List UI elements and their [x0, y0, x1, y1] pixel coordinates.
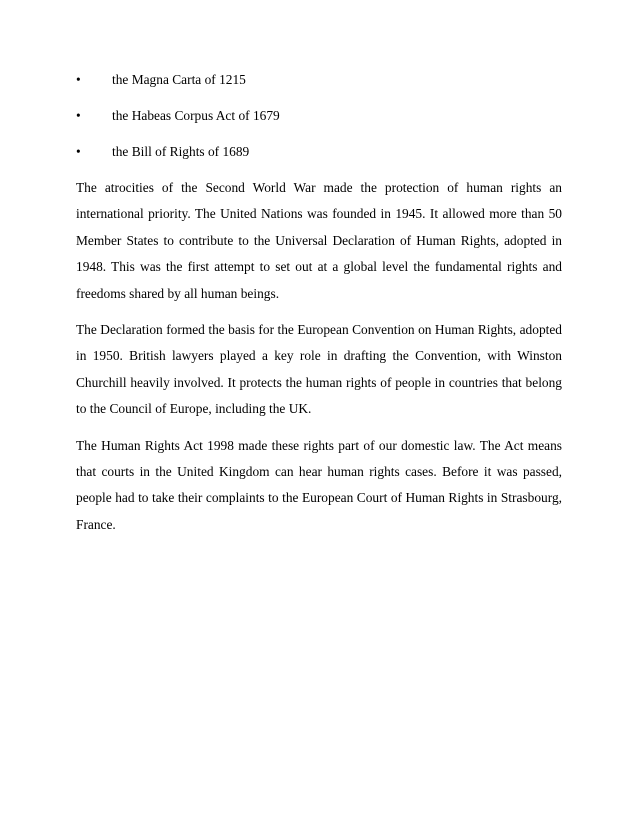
list-item-text: the Magna Carta of 1215	[112, 72, 246, 87]
bullet-icon: •	[76, 72, 81, 87]
paragraph-european-convention: The Declaration formed the basis for the European Convention on Human Rights, adopted in 1950. British lawyers played a key role in drafting the Convention, with Winston Churchill heavily involved. It protects the human rights of people in countries that belong to the Council of Europe, including the UK.	[76, 322, 562, 417]
list-item	[76, 139, 562, 165]
list-item	[76, 103, 562, 129]
list-item	[76, 67, 562, 93]
list-item-text: the Habeas Corpus Act of 1679	[112, 108, 280, 123]
paragraph-human-rights-act: The Human Rights Act 1998 made these rights part of our domestic law. The Act means that courts in the United Kingdom can hear human rights cases. Before it was passed, people had to take their complaints to the European Court of Human Rights in Strasbourg, France.	[76, 437, 562, 532]
paragraph-ww2-un: The atrocities of the Second World War made the protection of human rights an international priority. The United Nations was founded in 1945. It allowed more than 50 Member States to contribute to the Universal Declaration of Human Rights, adopted in 1948. This was the first attempt to set out at a global level the fundamental rights and freedoms shared by all human beings.	[76, 180, 562, 301]
bullet-icon: •	[76, 144, 81, 159]
bullet-icon: •	[76, 108, 81, 123]
bullet-list	[76, 67, 562, 165]
list-item-text: the Bill of Rights of 1689	[112, 144, 250, 159]
document-page	[76, 67, 562, 548]
